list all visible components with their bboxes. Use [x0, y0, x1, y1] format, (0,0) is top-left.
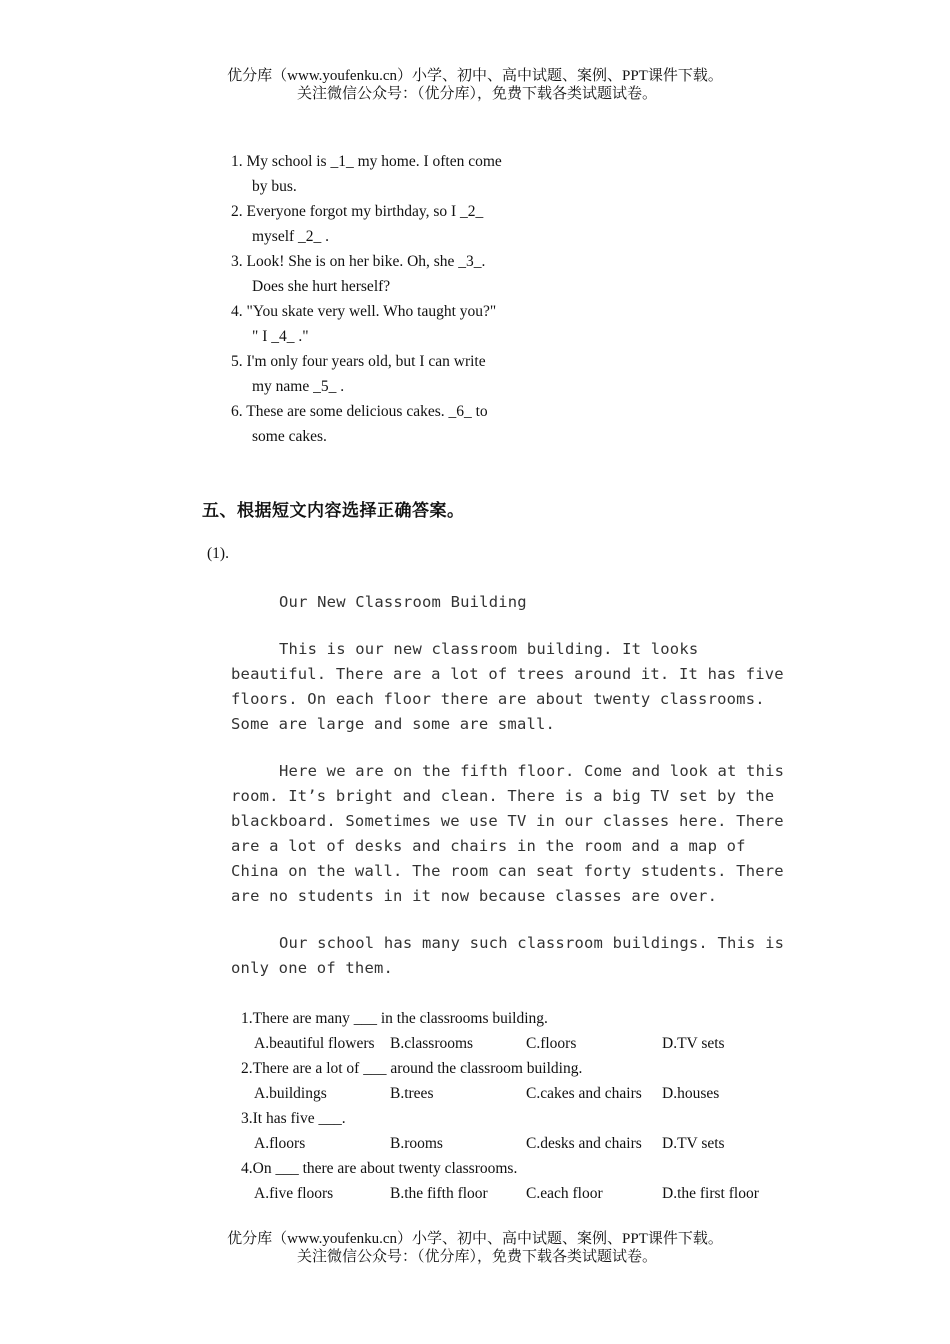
passage-title [231, 590, 801, 615]
header-line-1: 优分库（www.youfenku.cn）小学、初中、高中试题、案例、PPT课件下载。 [227, 68, 723, 84]
option-b: B.rooms [390, 1135, 443, 1152]
list-item [231, 349, 502, 399]
question-continuation: myself _2_ . [252, 228, 330, 245]
list-item [231, 299, 502, 349]
answer-options [241, 1081, 798, 1106]
question-text: 1. My school is _1_ my home. I often come [231, 153, 502, 170]
paragraph-text: Our school has many such classroom buildings. This is [279, 934, 785, 952]
answer-options [241, 1131, 798, 1156]
option-b: B.classrooms [390, 1035, 474, 1052]
question-continuation: some cakes. [252, 428, 327, 445]
option-a: A.five floors [254, 1185, 334, 1202]
option-c: C.cakes and chairs [526, 1085, 642, 1102]
multiple-choice-questions [241, 1006, 798, 1206]
question-stem: 1.There are many ___ in the classrooms building. [241, 1010, 548, 1027]
footer-line-1: 优分库（www.youfenku.cn）小学、初中、高中试题、案例、PPT课件下载。 [227, 1231, 723, 1247]
question-text: 6. These are some delicious cakes. _6_ to [231, 403, 488, 420]
question-text: 2. Everyone forgot my birthday, so I _2_ [231, 203, 484, 220]
fill-in-blank-list [231, 149, 502, 449]
option-d: D.TV sets [662, 1135, 725, 1152]
list-item [231, 199, 502, 249]
list-item [231, 149, 502, 199]
option-c: C.floors [526, 1035, 577, 1052]
paragraph-text: beautiful. There are a lot of trees around it. It has five floors. On each floor there are about twenty classrooms. Some are large and some are small. [231, 665, 784, 733]
answer-options [241, 1031, 798, 1056]
question-continuation: Does she hurt herself? [252, 278, 391, 295]
option-c: C.desks and chairs [526, 1135, 642, 1152]
list-item [231, 399, 502, 449]
question-text: 5. I'm only four years old, but I can write [231, 353, 486, 370]
answer-options [241, 1181, 798, 1206]
option-a: A.floors [254, 1135, 306, 1152]
passage-paragraph-2 [231, 759, 801, 909]
passage-paragraph-3 [231, 931, 801, 981]
option-d: D.the first floor [662, 1185, 759, 1202]
question-text: 4. "You skate very well. Who taught you?" [231, 303, 497, 320]
question-continuation: by bus. [252, 178, 297, 195]
paragraph-text: room. It’s bright and clean. There is a big TV set by the blackboard. Sometimes we use TV in our classes here. There are a lot of desks and chairs in the room and a map of China on the wall. The room can seat forty students. There are no students in it now because classes are over. [231, 787, 784, 905]
question-continuation: " I _4_ ." [252, 328, 309, 345]
page-header [0, 67, 950, 103]
option-a: A.buildings [254, 1085, 327, 1102]
option-b: B.the fifth floor [390, 1185, 488, 1202]
section-heading: 五、根据短文内容选择正确答案。 [202, 501, 465, 521]
paragraph-text: Here we are on the fifth floor. Come and look at this [279, 762, 785, 780]
footer-line-2: 关注微信公众号：（优分库），免费下载各类试题试卷。 [296, 1249, 657, 1265]
question-stem: 4.On ___ there are about twenty classrooms. [241, 1160, 518, 1177]
option-b: B.trees [390, 1085, 434, 1102]
option-d: D.TV sets [662, 1035, 725, 1052]
option-d: D.houses [662, 1085, 720, 1102]
question-stem: 3.It has five ___. [241, 1110, 346, 1127]
option-a: A.beautiful flowers [254, 1035, 375, 1052]
header-line-2: 关注微信公众号：（优分库），免费下载各类试题试卷。 [296, 86, 657, 102]
question-text: 3. Look! She is on her bike. Oh, she _3_. [231, 253, 486, 270]
list-item [231, 249, 502, 299]
paragraph-text: This is our new classroom building. It looks [279, 640, 699, 658]
question-stem: 2.There are a lot of ___ around the classroom building. [241, 1060, 583, 1077]
passage-title-text: Our New Classroom Building [279, 593, 527, 611]
page-footer [0, 1230, 950, 1266]
paragraph-text: only one of them. [231, 959, 394, 977]
passage-number: (1). [207, 545, 229, 562]
passage-paragraph-1 [231, 637, 801, 737]
option-c: C.each floor [526, 1185, 603, 1202]
question-continuation: my name _5_ . [252, 378, 345, 395]
